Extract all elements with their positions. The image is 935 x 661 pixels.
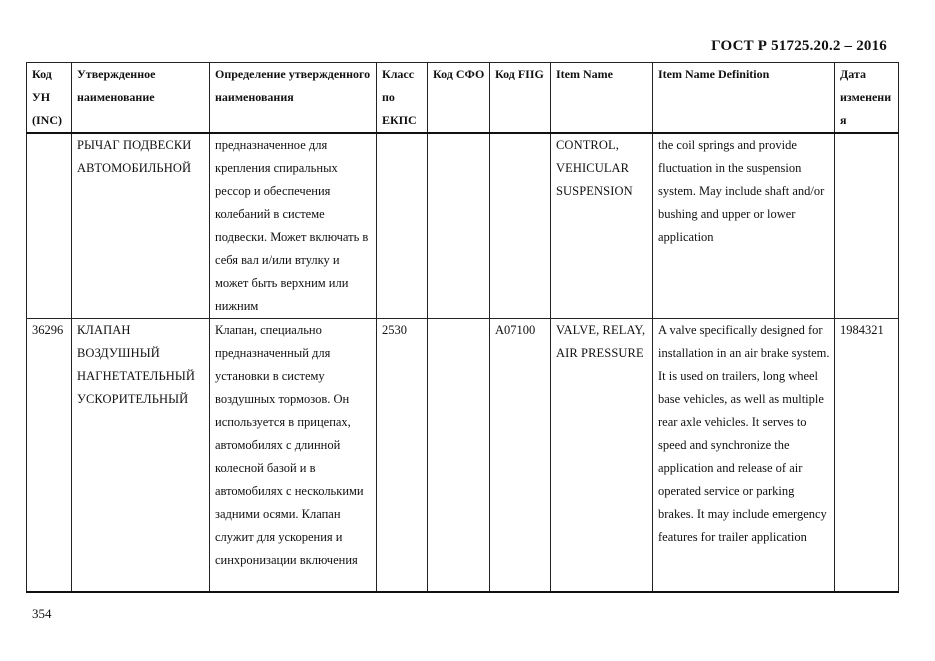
cell-class: 2530 — [377, 319, 428, 593]
col-header-item-name: Item Name — [551, 63, 653, 134]
cell-item-name: CONTROL, VEHICULAR SUSPENSION — [551, 133, 653, 319]
col-header-fiig: Код FIIG — [490, 63, 551, 134]
cell-date — [835, 133, 899, 319]
cell-code — [27, 133, 72, 319]
col-header-item-definition: Item Name Definition — [653, 63, 835, 134]
cell-sfo — [428, 133, 490, 319]
col-header-definition: Определение утвержденного наименования — [210, 63, 377, 134]
document-title: ГОСТ Р 51725.20.2 – 2016 — [711, 38, 887, 54]
cell-item-definition: A valve specifically designed for installation in an air brake system. It is used on trailers, long wheel base vehicles, as well as multiple rear axle vehicles. It serves to speed and synchronize the application and release of air operated service or parking brakes. It may include emergency features for trailer application — [653, 319, 835, 593]
cell-definition: предназначенное для крепления спиральных рессор и обеспечения колебаний в системе подвески. Может включать в себя вал и/или втулку и может быть верхним или нижним — [210, 133, 377, 319]
cell-fiig — [490, 133, 551, 319]
cell-sfo — [428, 319, 490, 593]
cell-definition: Клапан, специально предназначенный для установки в систему воздушных тормозов. Он используется в прицепах, автомобилях с длинной колесной базой и в автомобилях с несколькими задними осями. Клапан служит для ускорения и синхронизации включения — [210, 319, 377, 593]
cell-name: КЛАПАН ВОЗДУШНЫЙ НАГНЕТАТЕЛЬНЫЙ УСКОРИТЕЛЬНЫЙ — [72, 319, 210, 593]
cell-date: 1984321 — [835, 319, 899, 593]
page-number: 354 — [32, 606, 52, 621]
table-row — [27, 133, 899, 319]
col-header-code: Код УН (INC) — [27, 63, 72, 134]
cell-name: РЫЧАГ ПОДВЕСКИ АВТОМОБИЛЬНОЙ — [72, 133, 210, 319]
classifier-table — [26, 62, 899, 593]
col-header-class: Класс по ЕКПС — [377, 63, 428, 134]
cell-fiig: A07100 — [490, 319, 551, 593]
cell-code: 36296 — [27, 319, 72, 593]
cell-item-definition: the coil springs and provide fluctuation in the suspension system. May include shaft and/or bushing and upper or lower application — [653, 133, 835, 319]
table-header-row — [27, 63, 899, 134]
table-row — [27, 319, 899, 593]
cell-class — [377, 133, 428, 319]
col-header-date: Дата изменения — [835, 63, 899, 134]
col-header-sfo: Код СФО — [428, 63, 490, 134]
col-header-name: Утвержденное наименование — [72, 63, 210, 134]
cell-item-name: VALVE, RELAY, AIR PRESSURE — [551, 319, 653, 593]
